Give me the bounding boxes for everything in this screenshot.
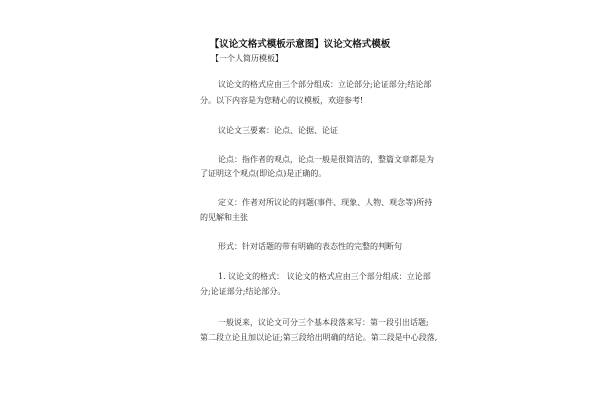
paragraph-line: 议论文的格式应由三个部分组成：立论部分;论证部分;结论部 [218,80,432,89]
paragraph-line: 的见解和主张 [200,213,248,222]
document-title: 【议论文格式模板示意图】议论文格式模板 [209,39,391,50]
paragraph-line: 了证明这个观点(即论点)是正确的。 [200,169,327,178]
document-subtitle: 【一个人简历模板】 [211,54,283,63]
paragraph-line: 一般说来，议论文可分三个基本段落来写：第一段引出话题; [218,318,429,327]
paragraph-line: 第二段立论且加以论证;第三段给出明确的结论。第二段是中心段落, [200,333,438,342]
paragraph-line: 1. 议论文的格式： 议论文的格式应由三个部分组成：立论部 [218,272,431,281]
paragraph-line: 论点：指作者的观点，论点一般是很简洁的，整篇文章都是为 [218,155,434,164]
paragraph-line: 分。以下内容是为您精心的议模板，欢迎参考! [200,96,364,105]
paragraph-line: 议论文三要素：论点、论据、论证 [218,126,338,135]
paragraph-line: 分;论证部分;结论部分。 [200,287,286,296]
paragraph-line: 形式：针对话题的带有明确的表态性的完整的判断句 [218,242,402,251]
paragraph-line: 定义：作者对所议论的问题(事件、现象、人物、观念等)所持 [218,198,433,207]
